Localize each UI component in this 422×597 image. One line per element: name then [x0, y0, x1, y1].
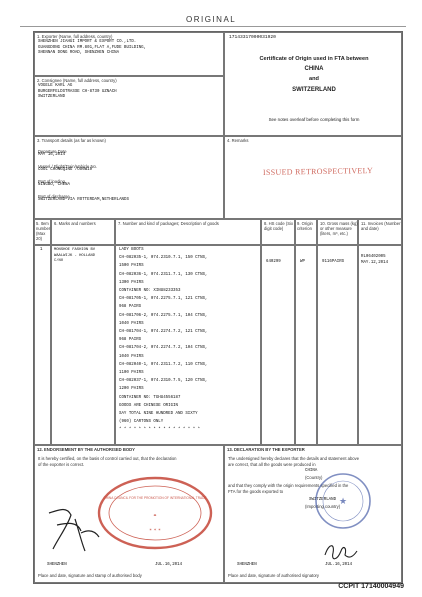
col-desc-header: 7. Number and kind of packages; Description of goods — [115, 219, 261, 245]
exporter-line-2: GUANGDONG CHINA RM.801,FLAT A,FUDE BUILDING, — [38, 45, 147, 50]
departure-label: Departure Date — [38, 149, 67, 154]
col-desc-body — [115, 245, 261, 445]
svg-text:★: ★ — [338, 496, 348, 506]
endorsement-signature — [41, 501, 111, 561]
title-line-2: CHINA — [304, 66, 324, 72]
goods-line: 1200 PAIRS — [119, 387, 144, 392]
goods-line: (960) CARTONS ONLY — [119, 420, 164, 425]
declaration-text-1: The undersigned hereby declares that the details and statement above — [228, 456, 360, 461]
marks-line-1: MONSHOE FASHION BV — [54, 248, 96, 252]
col-criterion-header: 9. Origin criterion — [295, 219, 317, 245]
box-transport — [34, 136, 224, 219]
goods-line: GOODS ARE CHINESE ORIGIN — [119, 403, 178, 408]
endorsement-place: SHENZHEN — [47, 563, 67, 567]
box-consignee — [34, 76, 224, 136]
goods-line: CH-082040-1, 074.2311.7.2, 110 CTNS, — [119, 362, 208, 367]
goods-line: CH-081706-2, 074.2275.7.1, 104 CTNS, — [119, 313, 208, 318]
title-line-1: Certificate of Origin used in FTA between — [259, 56, 369, 62]
col-criterion-body — [295, 245, 317, 445]
title-line-3: and — [309, 76, 319, 82]
goods-line: 1100 PAIRS — [119, 371, 144, 375]
declaration-country-1: CHINA — [305, 469, 318, 473]
departure-value: MAY 16,2014 — [38, 153, 66, 157]
col-gross-header: 10. Gross mass (kg) or other measure (liters, m³, etc.) — [317, 219, 358, 245]
col-marks-body — [51, 245, 115, 445]
consignee-label: 2. Consignee (Name, full address, country) — [37, 78, 117, 83]
declaration-footer: Place and date, signature of authorised signatory — [228, 573, 320, 578]
svg-text:⚭: ⚭ — [152, 513, 158, 519]
vessel-label: Vessel / Flight/Train/Vehicle No. — [38, 164, 97, 169]
goods-line: 968 PAIRS — [119, 305, 142, 310]
declaration-date: JUL.16,2014 — [325, 563, 353, 567]
declaration-country-hint-2: (Importing country) — [305, 504, 341, 509]
title-notes: See notes overleaf before completing this form — [268, 117, 360, 122]
remarks-label: 4. Remarks — [227, 138, 249, 143]
goods-line: LADY BOOTS — [119, 248, 144, 252]
declaration-text-2: are correct, that all the goods were produced in — [228, 462, 316, 467]
col-hs-body — [261, 245, 295, 445]
consignee-line-2: BURGERFELDSTRASSE CH-8730 UZNACH — [38, 89, 117, 94]
goods-line: 1500 PAIRS — [119, 264, 144, 269]
endorsement-text-1: It is hereby certified, on the basis of control carried out, that the declaration — [38, 456, 177, 461]
goods-line: CH-081704-2, 074.2274.7.2, 104 CTNS, — [119, 346, 208, 351]
original-heading: ORIGINAL — [186, 15, 237, 24]
goods-line: 1300 PAIRS — [119, 280, 144, 285]
declaration-place: SHENZHEN — [237, 563, 257, 567]
endorsement-seal — [95, 473, 215, 553]
declaration-text-4: FTA for the goods exported to — [228, 489, 284, 494]
declaration-country-2: SWITZERLAND — [309, 498, 337, 502]
goods-line: SAY TOTAL NINE HUNDRED AND SIXTY — [119, 412, 198, 416]
goods-line: 968 PAIRS — [119, 338, 142, 343]
endorsement-text-2: of the exporter is correct. — [38, 462, 85, 467]
goods-line: 1040 PAIRS — [119, 321, 144, 326]
exporter-seal — [313, 471, 373, 531]
goods-line: CH-082036-1, 074.2311.7.1, 130 CTNS, — [119, 272, 208, 277]
consignee-line-1: VOGELE KARL AG — [38, 84, 73, 88]
loading-value: NINGBO, CHINA — [38, 183, 70, 187]
title-line-4: SWITZERLAND — [292, 87, 336, 93]
goods-line: CONTAINER NO: XINU8233353 — [119, 289, 181, 293]
exporter-line-1: SHENZHEN JIAHUI IMPORT & EXPORT CO.,LTD. — [38, 40, 137, 44]
goods-line: CH-082035-1, 074.2310.7.1, 150 CTNS, — [119, 256, 208, 261]
exporter-line-3: SHENNAN DONG ROAD, SHENZHEN CHINA — [38, 51, 120, 55]
col-item-body — [34, 245, 51, 445]
box-title — [224, 32, 402, 136]
svg-text:✶ ✶ ✶: ✶ ✶ ✶ — [148, 527, 162, 532]
endorsement-footer: Place and date, signature and stamp of authorised body — [38, 573, 142, 578]
marks-line-2: WAALWIJK - HOLLAND — [54, 253, 96, 258]
retrospective-stamp: ISSUED RETROSPECTIVELY — [262, 166, 374, 177]
box-exporter — [34, 32, 224, 76]
discharge-label: Port of discharge — [38, 194, 70, 199]
endorsement-label: 12. ENDORSEMENT BY THE AUTHORISED BODY — [37, 447, 135, 452]
box-declaration — [224, 445, 402, 583]
goods-line: * * * * * * * * * * * * * * * * * — [119, 428, 201, 433]
transport-label: 3. Transport details (as far as known) — [37, 138, 106, 143]
col-item-header: 5. Item number (Max 20) — [34, 219, 51, 245]
marks-line-3: C/NO — [54, 259, 64, 263]
declaration-label: 13. DECLARATION BY THE EXPORTER — [227, 447, 305, 452]
col-hs-header: 8. HS code (Six digit code) — [261, 219, 295, 245]
gross-mass: 9116PAIRS — [322, 260, 345, 264]
col-invoice-body — [358, 245, 402, 445]
exporter-label: 1. Exporter (Name, full address, country) — [37, 34, 113, 39]
goods-line: CH-082037-1, 074.2310.7.5, 120 CTNS, — [119, 379, 208, 384]
goods-line: 1040 PAIRS — [119, 354, 144, 359]
certificate-number: 17143317000031920 — [229, 35, 276, 40]
loading-label: Port of loading — [38, 179, 66, 184]
col-invoice-header: 11. Invoices (Number and date) — [358, 219, 402, 245]
discharge-value: SWITZERLAND VIA ROTTERDAM,NETHERLANDS — [38, 198, 129, 202]
consignee-line-3: SWITZERLAND — [38, 95, 66, 99]
vessel-value: COOL CHONGQING /OO6W19 — [38, 168, 93, 172]
box-endorsement — [34, 445, 224, 583]
origin-criterion: WP — [300, 260, 305, 264]
declaration-text-3: and that they comply with the origin requirements specified in the — [228, 483, 349, 488]
svg-text:CHINA COUNCIL FOR THE PROMOTIO: CHINA COUNCIL FOR THE PROMOTION OF INTERNATIONAL TRADE — [103, 496, 207, 500]
goods-line: CH-081705-1, 074.2275.7.1, 121 CTNS, — [119, 297, 208, 302]
item-number: 1 — [40, 248, 43, 252]
certificate-form — [33, 31, 403, 584]
goods-line: CH-081704-1, 074.2274.7.2, 121 CTNS, — [119, 330, 208, 334]
col-gross-body — [317, 245, 358, 445]
goods-line: CONTAINER NO: TGHU4556187 — [119, 395, 181, 400]
endorsement-date: JUL.16,2014 — [155, 563, 183, 567]
hs-code: 640299 — [266, 260, 281, 264]
col-marks-header: 6. Marks and numbers — [51, 219, 115, 245]
declaration-country-hint-1: (Country) — [305, 475, 323, 480]
invoice-number: RL06402005 — [361, 255, 386, 259]
box-remarks — [224, 136, 402, 219]
header-divider — [20, 26, 406, 27]
invoice-date: MAY.12,2014 — [361, 260, 389, 265]
ccpit-reference: CCPIT 17140004949 — [338, 583, 404, 590]
